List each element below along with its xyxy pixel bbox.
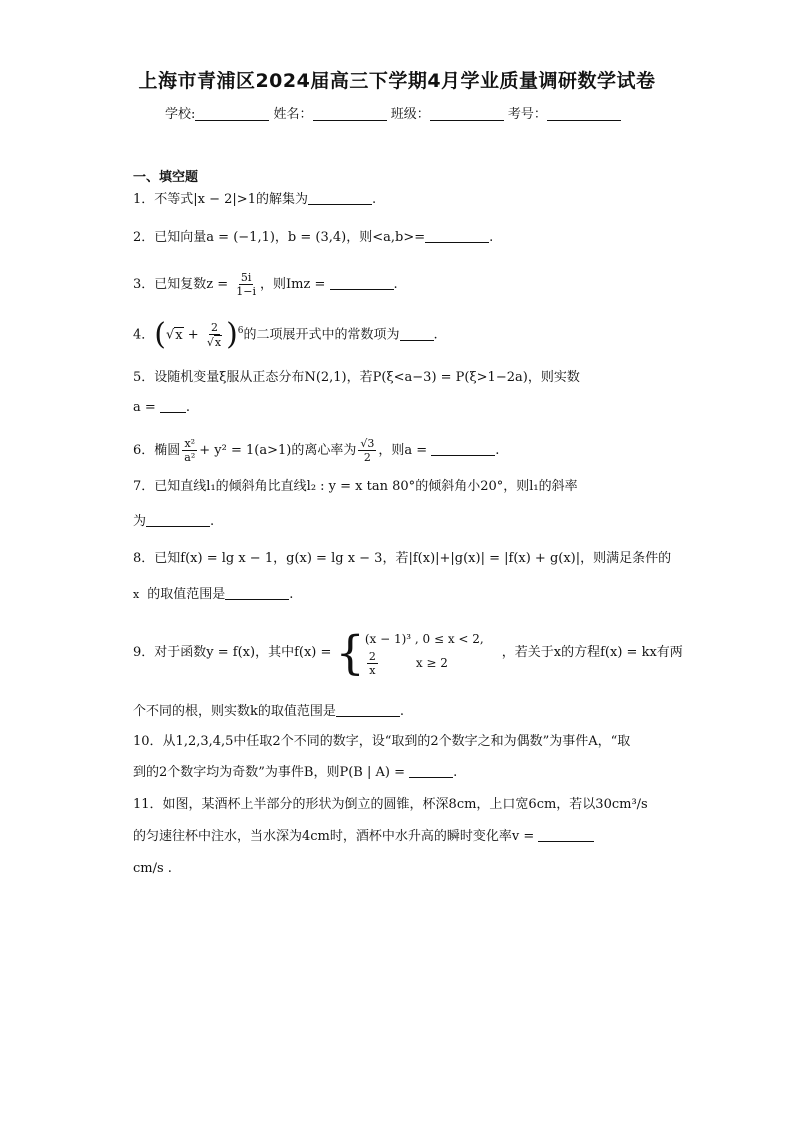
page-title: 上海市青浦区2024届高三下学期4月学业质量调研数学试卷 [138, 70, 656, 92]
question-1: 1．不等式|x − 2|>1的解集为 . [133, 192, 377, 207]
question-2 [133, 230, 493, 246]
q9-text: 9．对于函数 [133, 645, 207, 660]
q2-vector-b: b [287, 230, 297, 245]
q4-number: 4． [133, 327, 155, 343]
class-blank[interactable] [430, 106, 504, 121]
q10-probability: P(B | A) = [339, 765, 410, 780]
q9-tail1: ，若关于 [501, 645, 554, 660]
class-label: 班级： [390, 107, 430, 122]
q2-a-value: = (−1,1)， [214, 230, 288, 245]
school-blank[interactable] [195, 106, 269, 121]
question-10-line-2 [133, 765, 457, 781]
q7-mid3: ，则 [503, 479, 530, 494]
q9-answer-blank[interactable] [336, 704, 400, 717]
q7-angle: 20° [480, 479, 504, 494]
q9-case-2-num: 2 [368, 650, 376, 663]
question-8-line-2 [133, 587, 293, 603]
q4-plus: + [187, 327, 199, 343]
q9-mid: ，其中 [255, 645, 295, 660]
q6-e-denominator: 2 [363, 451, 371, 464]
q2-text: 2．已知向量 [133, 230, 207, 245]
question-11-line-3 [133, 861, 172, 877]
q9-k: k [250, 704, 258, 719]
q3-numerator: 5i [240, 271, 252, 284]
q11-answer-blank[interactable] [538, 829, 594, 842]
q4-answer-blank[interactable] [400, 328, 434, 341]
q5-a: a = [133, 400, 160, 415]
q8-line2: 的取值范围是 [147, 587, 226, 602]
q8-answer-blank[interactable] [225, 587, 289, 600]
q9-end: . [399, 704, 405, 719]
q9-brace: { [335, 625, 365, 680]
question-5-line-2 [133, 400, 190, 416]
q11-line1: 11．如图，某酒杯上半部分的形状为倒立的圆锥，杯深8cm，上口宽6cm，若以30cm³/s [133, 797, 648, 812]
q9-tail2: 的方程 [561, 645, 601, 660]
q11-line2: 的匀速往杯中注水，当水深为4cm时，酒杯中水升高的瞬时变化率 [133, 829, 512, 844]
q6-e-numerator: √3 [360, 437, 375, 450]
q2-b-value: = (3,4)，则 [296, 230, 373, 245]
q2-vector-a: a [206, 230, 215, 245]
q3-denominator: 1−i [236, 285, 257, 298]
q9-equation: f(x) = kx [600, 645, 657, 660]
q7-mid4: 的斜率 [538, 479, 578, 494]
question-9-line-1 [133, 625, 683, 680]
q10-end: . [453, 765, 458, 780]
q4-right-paren: ) [226, 317, 238, 352]
question-11-line-2 [133, 829, 594, 845]
q4-fraction [205, 321, 224, 349]
q4-sqrt-symbol: √ [166, 327, 175, 343]
q9-fx: f(x) = [294, 645, 336, 660]
q4-power: 6 [237, 326, 244, 337]
q4-numerator: 2 [210, 321, 218, 334]
q7-end: . [210, 514, 215, 529]
q3-text: 3．已知复数 [133, 277, 207, 292]
q8-x: x [133, 588, 140, 601]
q3-imz: Imz = [286, 277, 330, 292]
q5-answer-blank[interactable] [160, 400, 186, 413]
q5-end: . [185, 400, 191, 415]
question-6 [133, 437, 499, 464]
q7-answer-blank[interactable] [146, 514, 210, 527]
q5-mid: ，若 [346, 370, 373, 385]
question-3 [133, 271, 398, 298]
q6-tail: ，则 [378, 443, 405, 458]
q4-den-x: x [214, 336, 222, 349]
q6-end: . [495, 443, 500, 458]
q6-denominator: a² [184, 451, 196, 464]
q9-piecewise [365, 628, 484, 677]
q1-expr: |x − 2|>1 [193, 192, 256, 207]
q6-equation: + y² = 1(a>1) [199, 443, 292, 458]
q9-x: x [553, 645, 562, 660]
q7-l1: l₁ [206, 479, 216, 494]
student-info-row [165, 103, 621, 122]
q11-v: v = [511, 829, 539, 844]
q9-y: y = f(x) [206, 645, 256, 660]
q4-end: . [433, 327, 438, 343]
school-label: 学校: [165, 107, 196, 122]
q9-line2: 个不同的根，则实数 [133, 704, 251, 719]
q8-mid: ，若 [382, 551, 409, 566]
q1-answer-blank[interactable] [308, 192, 372, 205]
q4-left-paren: ( [154, 317, 166, 352]
q6-numerator: x² [184, 437, 196, 450]
q9-line2b: 的取值范围是 [257, 704, 336, 719]
exam-number-label: 考号： [507, 107, 547, 122]
q3-answer-blank[interactable] [330, 277, 394, 290]
q9-case-1: (x − 1)³ , 0 ≤ x < 2, [364, 632, 484, 646]
question-11-line-1 [133, 797, 648, 813]
q7-l2: l₂ : y = x tan 80° [306, 479, 416, 494]
q6-mid: 的离心率为 [291, 443, 357, 458]
q3-z: z = [206, 277, 233, 292]
question-7-line-2 [133, 514, 214, 530]
name-label: 姓名： [273, 107, 313, 122]
q10-line2: 到的2个数字均为奇数”为事件B，则 [133, 765, 340, 780]
question-9-line-2 [133, 704, 404, 720]
question-4 [133, 317, 438, 352]
q2-end: . [489, 230, 494, 245]
q9-case-2-den: x [369, 664, 376, 677]
q5-text: 5．设随机变量ξ服从正态分布 [133, 370, 305, 385]
q5-end-text: ，则实数 [527, 370, 580, 385]
q6-fraction [182, 437, 197, 464]
q9-case-2 [365, 650, 484, 677]
q5-distribution: N(2,1) [304, 370, 347, 385]
exam-number-blank[interactable] [547, 106, 621, 121]
q2-angle: <a,b>= [372, 230, 426, 245]
q10-line1: 10．从1,2,3,4,5中任取2个不同的数字，设“取到的2个数字之和为偶数”为事件A，“取 [133, 734, 631, 749]
q8-tail: ，则满足条件的 [580, 551, 672, 566]
q4-text: 的二项展开式中的常数项为 [243, 327, 400, 343]
q8-g: g(x) = lg x − 3 [286, 551, 383, 566]
q6-text: 6．椭圆 [133, 443, 181, 458]
section-fill-in-blank: 一、填空题 [133, 170, 199, 185]
q8-sep: ， [273, 551, 287, 566]
q1-suffix: 的解集为 [255, 192, 308, 207]
question-5-line-1 [133, 370, 580, 386]
q8-end: . [289, 587, 294, 602]
q8-condition: |f(x)|+|g(x)| = |f(x) + g(x)| [408, 551, 581, 566]
q2-answer-blank[interactable] [425, 230, 489, 243]
question-8-line-1 [133, 551, 671, 567]
q6-a: a = [404, 443, 432, 458]
q3-end: . [393, 277, 398, 292]
q8-f: f(x) = lg x − 1 [180, 551, 274, 566]
q1-text: 1．不等式 [133, 192, 194, 207]
q7-l1b: l₁ [529, 479, 539, 494]
q3-fraction [234, 271, 258, 298]
q6-eccentricity [358, 437, 376, 464]
q7-mid1: 的倾斜角比直线 [215, 479, 307, 494]
q10-answer-blank[interactable] [409, 765, 453, 778]
q7-mid2: 的倾斜角小 [415, 479, 481, 494]
q9-tail3: 有两 [656, 645, 683, 660]
q7-line2: 为 [133, 514, 147, 529]
q4-denominator: √x [206, 336, 222, 349]
question-7-line-1 [133, 479, 578, 495]
q5-probability: P(ξ<a−3) = P(ξ>1−2a) [372, 370, 528, 385]
q9-case-2-cond: x ≥ 2 [415, 656, 448, 670]
name-blank[interactable] [313, 106, 387, 121]
q11-line3: cm/s . [133, 861, 172, 876]
q6-answer-blank[interactable] [431, 443, 495, 456]
q3-mid: ，则 [260, 277, 287, 292]
question-10-line-1 [133, 734, 630, 750]
q8-text: 8．已知 [133, 551, 181, 566]
q9-case-2-fraction [367, 650, 378, 677]
q7-text: 7．已知直线 [133, 479, 207, 494]
q4-sqrt-x: x [175, 327, 183, 343]
